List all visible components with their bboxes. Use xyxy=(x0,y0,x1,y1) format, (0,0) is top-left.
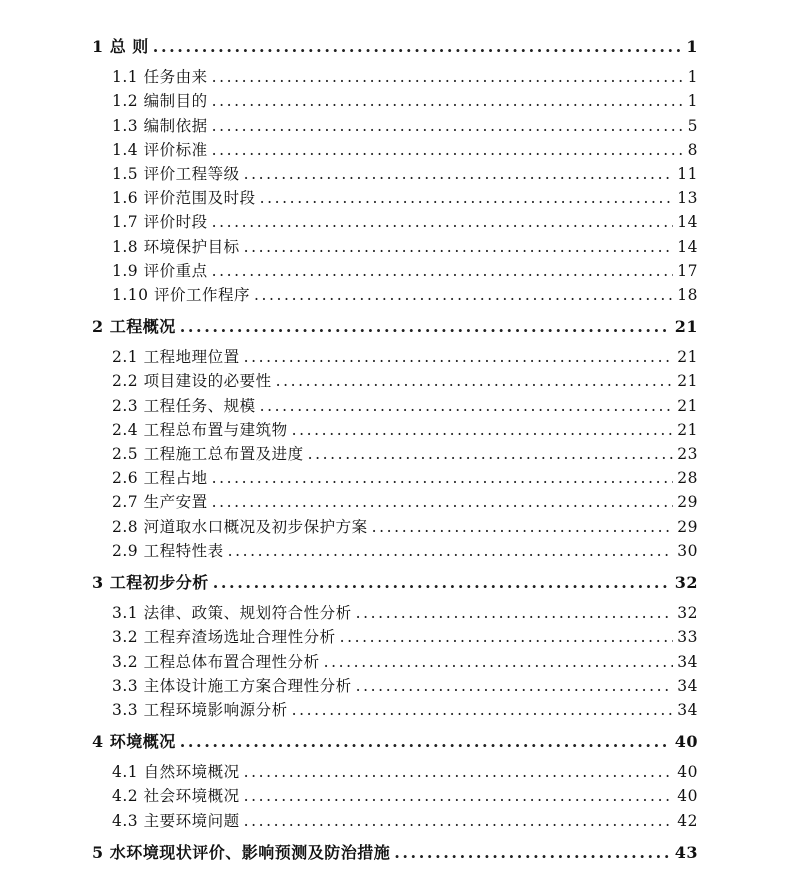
toc-entry-label: 1.4 评价标准 xyxy=(112,140,208,159)
toc-entry-label: 4.2 社会环境概况 xyxy=(112,787,240,806)
toc-section-entry[interactable] xyxy=(92,601,698,625)
toc-entry-label: 5 水环境现状评价、影响预测及防治措施 xyxy=(92,842,391,862)
toc-section-entry[interactable] xyxy=(92,283,698,307)
toc-page-number: 32 xyxy=(674,572,698,592)
toc-entry-label: 1.10 评价工作程序 xyxy=(112,285,250,304)
toc-page-number: 11 xyxy=(677,164,698,183)
toc-dot-leader xyxy=(292,698,674,722)
toc-dot-leader xyxy=(324,650,674,674)
toc-entry-label: 2.5 工程施工总布置及进度 xyxy=(112,445,304,463)
toc-page-number: 43 xyxy=(674,842,698,862)
table-of-contents xyxy=(92,35,698,871)
toc-entry-label: 3.2 工程弃渣场选址合理性分析 xyxy=(112,628,336,647)
toc-dot-leader xyxy=(212,210,674,234)
toc-entry-label: 2.2 项目建设的必要性 xyxy=(112,372,272,391)
toc-page-number: 21 xyxy=(677,348,698,367)
toc-entry-label: 2.3 工程任务、规模 xyxy=(112,396,256,415)
toc-page-number: 17 xyxy=(677,261,698,280)
toc-dot-leader xyxy=(213,571,671,595)
toc-section-entry[interactable] xyxy=(92,418,698,442)
toc-page-number: 1 xyxy=(687,92,698,111)
toc-page-number: 14 xyxy=(677,237,698,256)
toc-page-number: 34 xyxy=(677,676,698,695)
toc-dot-leader xyxy=(244,784,674,808)
toc-page-number: 14 xyxy=(677,213,698,232)
toc-page-number: 42 xyxy=(677,811,698,830)
toc-entry-label: 4 环境概况 xyxy=(92,732,176,752)
toc-section-entry[interactable] xyxy=(92,89,698,113)
toc-entry-label: 1.1 任务由来 xyxy=(112,68,208,87)
toc-dot-leader xyxy=(212,114,682,138)
toc-page-number: 40 xyxy=(674,732,698,752)
toc-page-number: 21 xyxy=(677,396,698,415)
toc-section-entry[interactable] xyxy=(92,345,698,369)
toc-chapter-entry[interactable] xyxy=(92,571,698,595)
toc-dot-leader xyxy=(153,35,682,59)
toc-page-number: 23 xyxy=(677,445,698,463)
toc-dot-leader xyxy=(212,490,674,514)
toc-page-number: 40 xyxy=(677,763,698,782)
toc-entry-label: 4.3 主要环境问题 xyxy=(112,811,240,830)
toc-dot-leader xyxy=(180,730,671,754)
toc-section-entry[interactable] xyxy=(92,809,698,833)
toc-entry-label: 3.3 工程环境影响源分析 xyxy=(112,700,288,719)
toc-dot-leader xyxy=(254,283,673,307)
toc-dot-leader xyxy=(244,345,674,369)
toc-entry-label: 2.6 工程占地 xyxy=(112,469,208,488)
toc-section-entry[interactable] xyxy=(92,760,698,784)
toc-page-number: 5 xyxy=(687,116,698,135)
toc-dot-leader xyxy=(340,625,674,649)
toc-section-entry[interactable] xyxy=(92,235,698,259)
toc-section-entry[interactable] xyxy=(92,162,698,186)
toc-section-entry[interactable] xyxy=(92,490,698,514)
toc-entry-label: 3 工程初步分析 xyxy=(92,572,209,592)
toc-page-number: 18 xyxy=(677,285,698,304)
toc-entry-label: 4.1 自然环境概况 xyxy=(112,763,240,782)
toc-entry-label: 1.5 评价工程等级 xyxy=(112,164,240,183)
toc-entry-label: 2.9 工程特性表 xyxy=(112,541,224,560)
toc-section-entry[interactable] xyxy=(92,674,698,698)
toc-dot-leader xyxy=(212,65,682,89)
toc-page-number: 1 xyxy=(687,68,698,87)
toc-page-number: 34 xyxy=(677,652,698,671)
toc-dot-leader xyxy=(180,315,671,339)
toc-entry-label: 1.6 评价范围及时段 xyxy=(112,189,256,208)
toc-dot-leader xyxy=(260,394,674,418)
toc-page-number: 32 xyxy=(677,604,698,623)
toc-section-entry[interactable] xyxy=(92,210,698,234)
toc-entry-label: 1 总 则 xyxy=(92,37,149,56)
toc-section-entry[interactable] xyxy=(92,114,698,138)
toc-section-entry[interactable] xyxy=(92,784,698,808)
toc-page-number: 29 xyxy=(677,517,698,536)
toc-dot-leader xyxy=(244,162,674,186)
toc-entry-label: 2.8 河道取水口概况及初步保护方案 xyxy=(112,517,368,536)
toc-dot-leader xyxy=(292,418,674,442)
toc-page-number: 34 xyxy=(677,700,698,719)
toc-section-entry[interactable] xyxy=(92,259,698,283)
toc-page-number: 40 xyxy=(677,787,698,806)
toc-dot-leader xyxy=(244,235,674,259)
toc-section-entry[interactable] xyxy=(92,138,698,162)
toc-section-entry[interactable] xyxy=(92,394,698,418)
toc-dot-leader xyxy=(276,369,674,393)
toc-dot-leader xyxy=(244,760,674,784)
toc-dot-leader xyxy=(356,601,674,625)
toc-entry-label: 1.2 编制目的 xyxy=(112,92,208,111)
toc-entry-label: 2.7 生产安置 xyxy=(112,493,208,512)
toc-entry-label: 2.4 工程总布置与建筑物 xyxy=(112,420,288,439)
toc-page-number: 21 xyxy=(677,420,698,439)
toc-dot-leader xyxy=(356,674,674,698)
toc-entry-label: 3.3 主体设计施工方案合理性分析 xyxy=(112,676,352,695)
toc-dot-leader xyxy=(212,466,674,490)
toc-section-entry[interactable] xyxy=(92,650,698,674)
toc-page-number: 8 xyxy=(687,140,698,159)
toc-entry-label: 3.1 法律、政策、规划符合性分析 xyxy=(112,604,352,623)
toc-page-number: 28 xyxy=(677,469,698,488)
toc-dot-leader xyxy=(394,841,671,865)
toc-dot-leader xyxy=(244,809,674,833)
toc-dot-leader xyxy=(372,515,674,539)
toc-entry-label: 1.9 评价重点 xyxy=(112,261,208,280)
toc-section-entry[interactable] xyxy=(92,625,698,649)
toc-chapter-entry[interactable] xyxy=(92,35,698,59)
toc-section-entry[interactable] xyxy=(92,698,698,722)
toc-chapter-entry[interactable] xyxy=(92,315,698,339)
toc-entry-label: 2.1 工程地理位置 xyxy=(112,348,240,367)
toc-page-number: 29 xyxy=(677,493,698,512)
toc-page-number: 33 xyxy=(677,628,698,647)
toc-section-entry[interactable] xyxy=(92,515,698,539)
toc-entry-label: 3.2 工程总体布置合理性分析 xyxy=(112,652,320,671)
toc-page-number: 30 xyxy=(677,541,698,560)
toc-page-number: 21 xyxy=(674,317,698,337)
toc-section-entry[interactable] xyxy=(92,466,698,490)
toc-section-entry[interactable] xyxy=(92,539,698,563)
toc-section-entry[interactable] xyxy=(92,65,698,89)
toc-chapter-entry[interactable] xyxy=(92,841,698,865)
toc-page-number: 21 xyxy=(677,372,698,391)
toc-dot-leader xyxy=(228,539,674,563)
toc-entry-label: 1.8 环境保护目标 xyxy=(112,237,240,256)
toc-dot-leader xyxy=(212,89,682,113)
toc-page-number: 13 xyxy=(677,189,698,208)
toc-section-entry[interactable] xyxy=(92,369,698,393)
toc-entry-label: 1.3 编制依据 xyxy=(112,116,208,135)
toc-dot-leader xyxy=(308,442,674,466)
toc-page-number: 1 xyxy=(686,37,698,56)
toc-section-entry[interactable] xyxy=(92,442,698,466)
toc-entry-label: 2 工程概况 xyxy=(92,317,176,337)
toc-dot-leader xyxy=(212,259,674,283)
toc-entry-label: 1.7 评价时段 xyxy=(112,213,208,232)
toc-dot-leader xyxy=(260,186,674,210)
toc-chapter-entry[interactable] xyxy=(92,730,698,754)
toc-section-entry[interactable] xyxy=(92,186,698,210)
toc-dot-leader xyxy=(212,138,682,162)
